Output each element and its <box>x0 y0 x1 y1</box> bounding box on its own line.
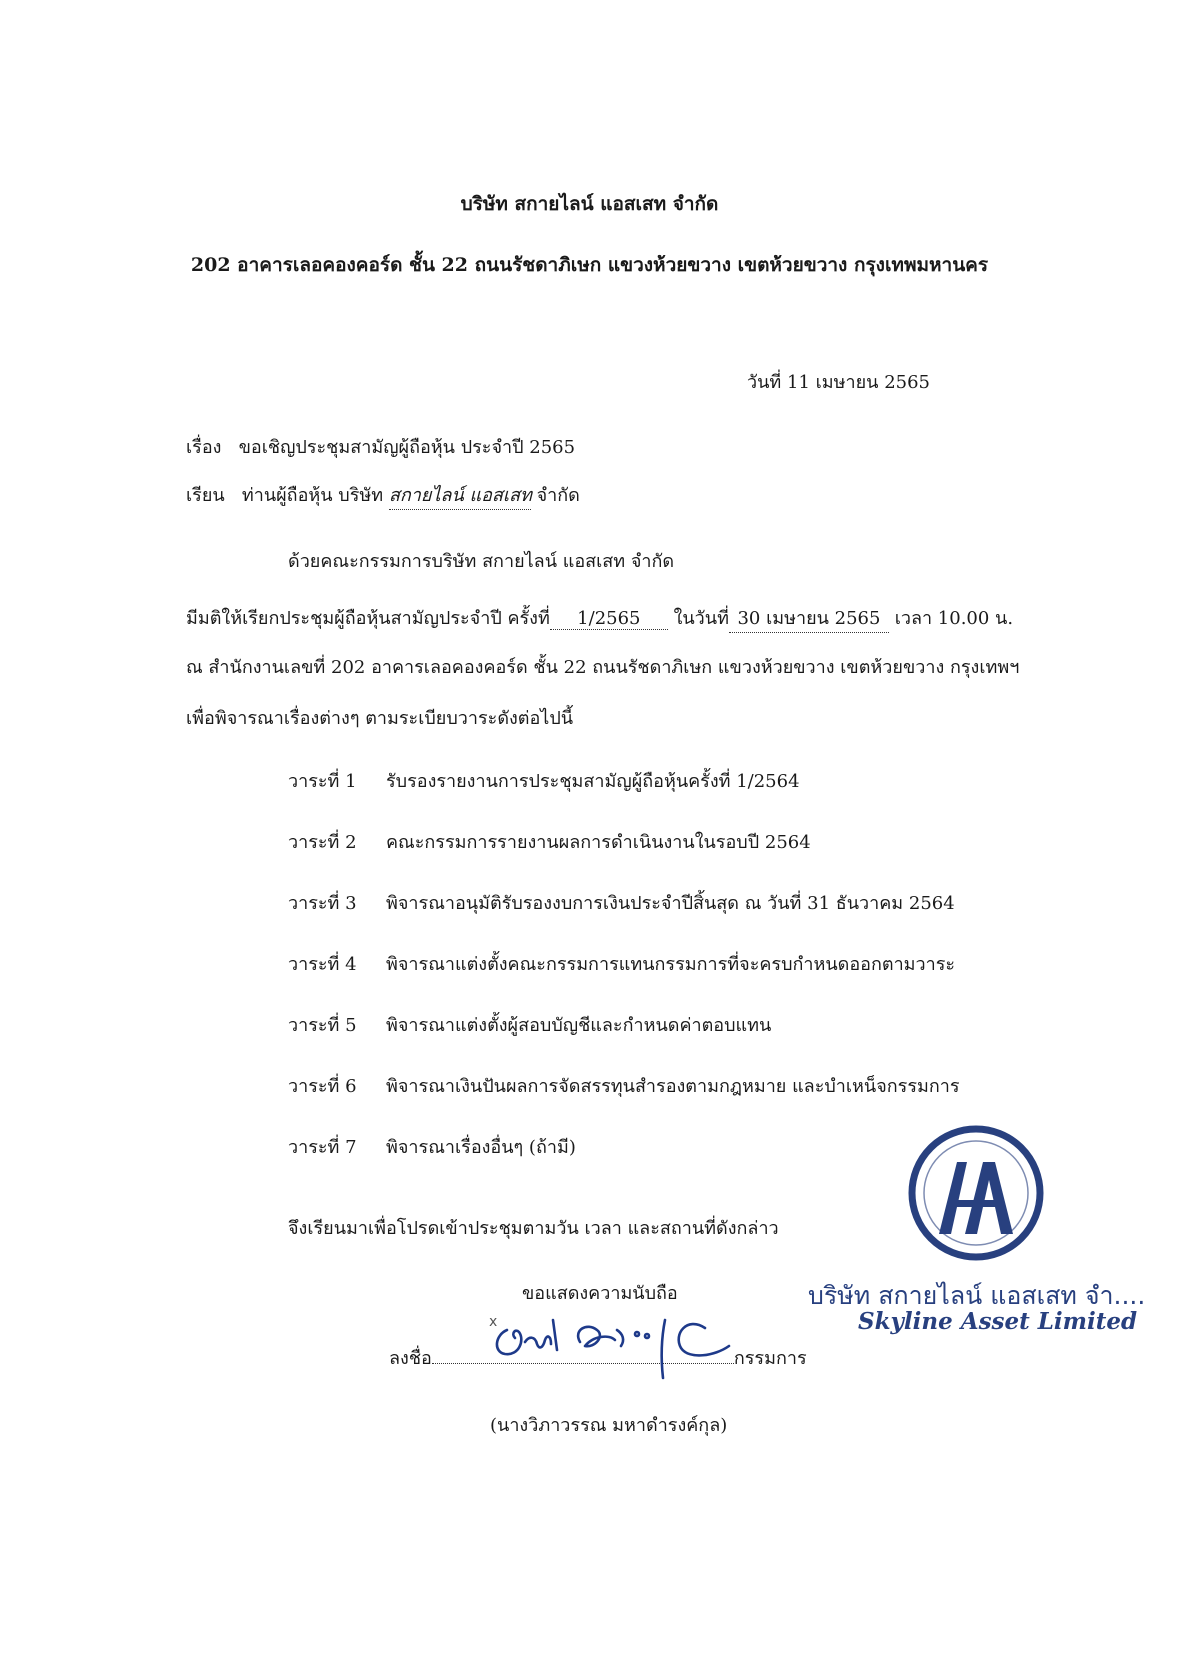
recipient-label: เรียน <box>186 485 225 506</box>
agenda-number: วาระที่ 6 <box>288 1076 357 1097</box>
svg-text:x: x <box>489 1314 498 1330</box>
agenda-item <box>288 766 800 795</box>
agenda-item <box>288 827 811 856</box>
body-line-1: ด้วยคณะกรรมการบริษัท สกายไลน์ แอสเสท จำกัด <box>288 551 675 572</box>
stamp-thai-name: บริษัท สกายไลน์ แอสเสท จำ.... <box>808 1281 1146 1310</box>
subject-text: ขอเชิญประชุมสามัญผู้ถือหุ้น ประจำปี 2565 <box>238 437 576 458</box>
signature-label: ลงชื่อ <box>389 1348 432 1369</box>
company-address: 202 อาคารเลอคองคอร์ด ชั้น 22 ถนนรัชดาภิเษก แขวงห้วยขวาง เขตห้วยขวาง กรุงเทพมหานคร <box>190 254 989 276</box>
recipient-company: สกายไลน์ แอสเสท <box>389 480 531 510</box>
agenda-item <box>288 1071 960 1100</box>
recipient-suffix: จำกัด <box>536 485 580 506</box>
meeting-date: 30 เมษายน 2565 <box>729 603 889 633</box>
meeting-intro: มีมติให้เรียกประชุมผู้ถือหุ้นสามัญประจำปี ครั้งที่ <box>186 608 550 629</box>
agenda-number: วาระที่ 2 <box>288 832 357 853</box>
meeting-time: เวลา 10.00 น. <box>894 608 1014 629</box>
agenda-text: พิจารณาอนุมัติรับรองงบการเงินประจำปีสิ้นสุด ณ วันที่ 31 ธันวาคม 2564 <box>386 893 955 914</box>
body-line-2 <box>186 603 1013 633</box>
agenda-item <box>288 888 955 917</box>
body-line-3: ณ สำนักงานเลขที่ 202 อาคารเลอคองคอร์ด ชั้น 22 ถนนรัชดาภิเษก แขวงห้วยขวาง เขตห้วยขวาง กรุงเทพฯ <box>186 657 1020 678</box>
signatory-name: (นางวิภาวรรณ มหาดำรงค์กุล) <box>490 1415 728 1436</box>
company-stamp-logo <box>905 1122 1047 1264</box>
meeting-date-label: ในวันที่ <box>673 608 729 629</box>
agenda-number: วาระที่ 1 <box>288 771 357 792</box>
agenda-text: พิจารณาเงินปันผลการจัดสรรทุนสำรองตามกฎหมาย และบำเหน็จกรรมการ <box>386 1076 960 1097</box>
handwritten-signature <box>485 1290 755 1380</box>
recipient-line <box>186 480 580 510</box>
regards-line: ขอแสดงความนับถือ <box>522 1283 678 1304</box>
agenda-text: รับรองรายงานการประชุมสามัญผู้ถือหุ้นครั้งที่ 1/2564 <box>386 771 800 792</box>
agenda-number: วาระที่ 5 <box>288 1015 357 1036</box>
closing-line: จึงเรียนมาเพื่อโปรดเข้าประชุมตามวัน เวลา และสถานที่ดังกล่าว <box>288 1218 779 1239</box>
meeting-number: 1/2565 <box>550 608 668 630</box>
agenda-text: พิจารณาเรื่องอื่นๆ (ถ้ามี) <box>386 1137 576 1158</box>
signature-position: กรรมการ <box>733 1348 807 1369</box>
recipient-prefix: ท่านผู้ถือหุ้น บริษัท <box>241 485 384 506</box>
agenda-item <box>288 949 955 978</box>
agenda-number: วาระที่ 3 <box>288 893 357 914</box>
stamp-english-name: Skyline Asset Limited <box>858 1308 1138 1335</box>
agenda-text: พิจารณาแต่งตั้งผู้สอบบัญชีและกำหนดค่าตอบแทน <box>386 1015 772 1036</box>
body-line-4: เพื่อพิจารณาเรื่องต่างๆ ตามระเบียบวาระดังต่อไปนี้ <box>186 708 574 729</box>
agenda-number: วาระที่ 4 <box>288 954 357 975</box>
company-name: บริษัท สกายไลน์ แอสเสท จำกัด <box>460 193 719 215</box>
agenda-number: วาระที่ 7 <box>288 1137 357 1158</box>
agenda-item <box>288 1010 771 1039</box>
subject-line <box>186 432 575 461</box>
subject-label: เรื่อง <box>186 437 222 458</box>
letter-date: วันที่ 11 เมษายน 2565 <box>747 372 930 393</box>
agenda-text: คณะกรรมการรายงานผลการดำเนินงานในรอบปี 2564 <box>386 832 811 853</box>
agenda-item <box>288 1132 576 1161</box>
agenda-text: พิจารณาแต่งตั้งคณะกรรมการแทนกรรมการที่จะครบกำหนดออกตามวาระ <box>386 954 956 975</box>
